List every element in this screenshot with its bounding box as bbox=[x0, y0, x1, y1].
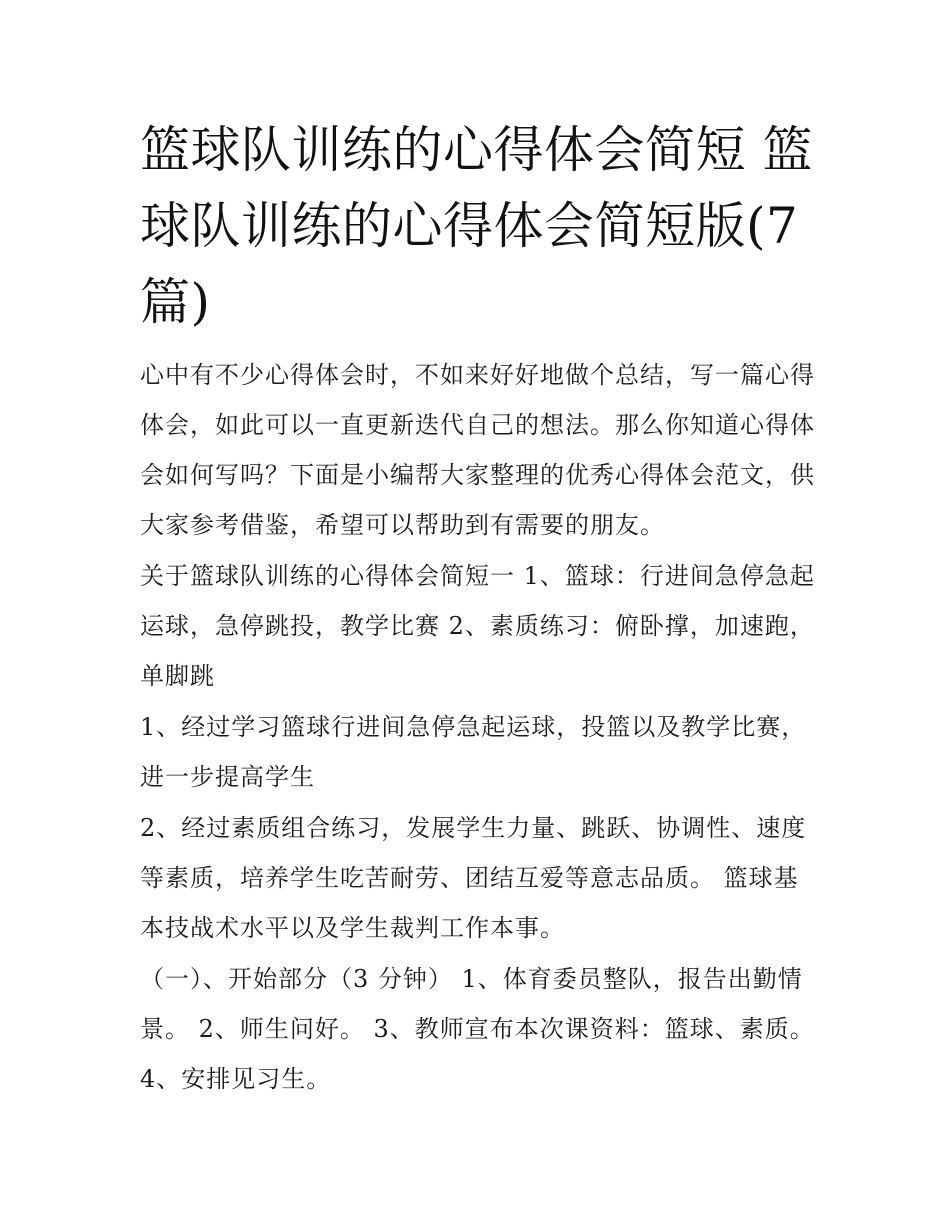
opening-part-paragraph: （一）、开始部分（3 分钟） 1、体育委员整队，报告出勤情景。 2、师生问好。 3、教师宣布本次课资料：篮球、素质。 4、安排见习生。 bbox=[140, 965, 815, 1093]
objective-one-paragraph: 1、经过学习篮球行进间急停急起运球，投篮以及教学比赛，进一步提高学生 bbox=[140, 713, 807, 791]
section-one-paragraph: 关于篮球队训练的心得体会简短一 1、篮球：行进间急停急起运球，急停跳投，教学比赛 2、素质练习：俯卧撑，加速跑，单脚跳 bbox=[140, 562, 815, 690]
document-page bbox=[140, 112, 820, 1104]
objective-two-paragraph: 2、经过素质组合练习，发展学生力量、跳跃、协调性、速度等素质，培养学生吃苦耐劳、团结互爱等意志品质。 篮球基本技战术水平以及学生裁判工作本事。 bbox=[140, 814, 807, 942]
intro-paragraph: 心中有不少心得体会时，不如来好好地做个总结，写一篇心得体会，如此可以一直更新迭代自己的想法。那么你知道心得体会如何写吗？下面是小编帮大家整理的优秀心得体会范文，供大家参考借鉴，希望可以帮助到有需要的朋友。 bbox=[140, 361, 815, 539]
document-title: 篮球队训练的心得体会简短 篮球队训练的心得体会简短版(7篇) bbox=[140, 121, 813, 331]
